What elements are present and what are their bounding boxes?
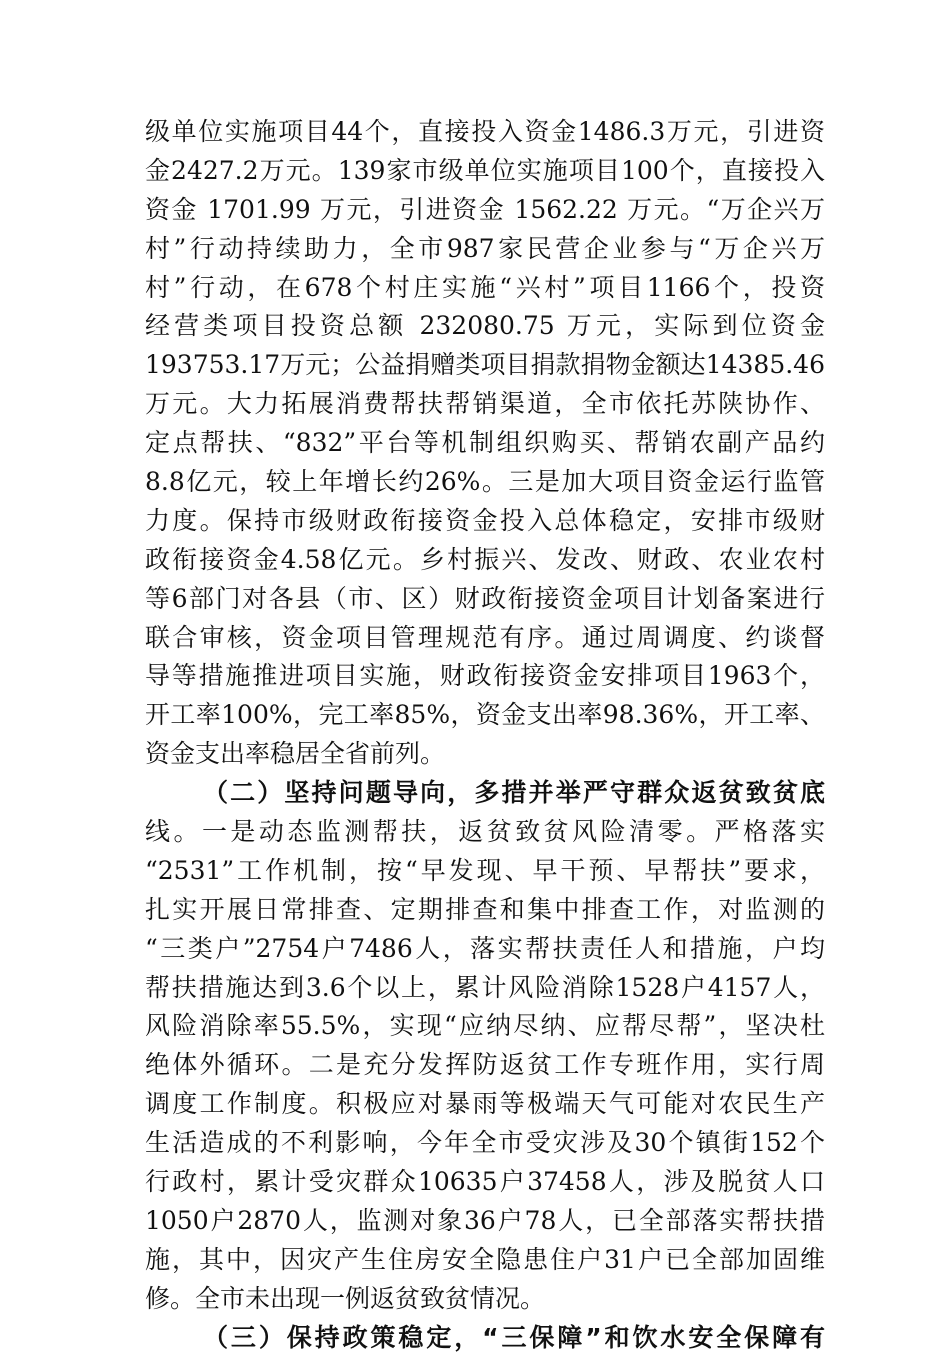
text-line: 绝体外循环。二是充分发挥防返贫工作专班作用，实行周 [145, 1050, 825, 1080]
text-line: 万元。大力拓展消费帮扶帮销渠道，全市依托苏陕协作、 [145, 389, 825, 419]
paragraph-end-line: 修。全市未出现一例返贫致贫情况。 [145, 1283, 546, 1313]
text-line: 1050户2870人，监测对象36户78人，已全部落实帮扶措 [145, 1205, 825, 1235]
text-line: 联合审核，资金项目管理规范有序。通过周调度、约谈督 [145, 622, 825, 652]
text-line: 193753.17万元；公益捐赠类项目捐款捐物金额达14385.46 [145, 350, 825, 380]
text-line: 开工率100%，完工率85%，资金支出率98.36%，开工率、 [145, 700, 825, 730]
text-line: 资金 1701.99 万元，引进资金 1562.22 万元。“万企兴万 [145, 194, 825, 224]
text-line: 导等措施推进项目实施，财政衔接资金安排项目1963个， [145, 661, 825, 691]
text-line: 风险消除率55.5%，实现“应纳尽纳、应帮尽帮”，坚决杜 [145, 1011, 825, 1041]
text-line: 力度。保持市级财政衔接资金投入总体稳定，安排市级财 [145, 505, 825, 535]
text-line: 生活造成的不利影响，今年全市受灾涉及30个镇街152个 [145, 1128, 825, 1158]
text-line: 行政村，累计受灾群众10635户37458人，涉及脱贫人口 [145, 1167, 825, 1197]
text-line: 金2427.2万元。139家市级单位实施项目100个，直接投入 [145, 155, 825, 185]
text-line: “2531”工作机制，按“早发现、早干预、早帮扶”要求， [145, 855, 825, 885]
text-line: 村”行动持续助力，全市987家民营企业参与“万企兴万 [145, 233, 825, 263]
text-line: 定点帮扶、“832”平台等机制组织购买、帮销农副产品约 [145, 428, 825, 458]
text-line: 线。一是动态监测帮扶，返贫致贫风险清零。严格落实 [145, 817, 825, 847]
text-line: 帮扶措施达到3.6个以上，累计风险消除1528户4157人， [145, 972, 825, 1002]
section-heading-3: （三）保持政策稳定，“三保障”和饮水安全保障有 [203, 1322, 825, 1352]
text-line: “三类户”2754户7486人，落实帮扶责任人和措施，户均 [145, 933, 825, 963]
section-heading-2: （二）坚持问题导向，多措并举严守群众返贫致贫底 [203, 778, 825, 808]
text-line: 经营类项目投资总额 232080.75 万元，实际到位资金 [145, 311, 825, 341]
text-line: 扎实开展日常排查、定期排查和集中排查工作，对监测的 [145, 894, 825, 924]
text-line: 村”行动，在678个村庄实施“兴村”项目1166个，投资 [145, 272, 825, 302]
paragraph-end-line: 资金支出率稳居全省前列。 [145, 739, 446, 769]
text-line: 调度工作制度。积极应对暴雨等极端天气可能对农民生产 [145, 1089, 825, 1119]
text-line: 级单位实施项目44个，直接投入资金1486.3万元，引进资 [145, 117, 825, 146]
text-line: 施，其中，因灾产生住房安全隐患住户31户已全部加固维 [145, 1244, 825, 1274]
text-line: 等6部门对各县（市、区）财政衔接资金项目计划备案进行 [145, 583, 825, 613]
document-body [145, 113, 825, 1358]
text-line: 8.8亿元，较上年增长约26%。三是加大项目资金运行监管 [145, 467, 825, 497]
text-line: 政衔接资金4.58亿元。乡村振兴、发改、财政、农业农村 [145, 544, 825, 574]
